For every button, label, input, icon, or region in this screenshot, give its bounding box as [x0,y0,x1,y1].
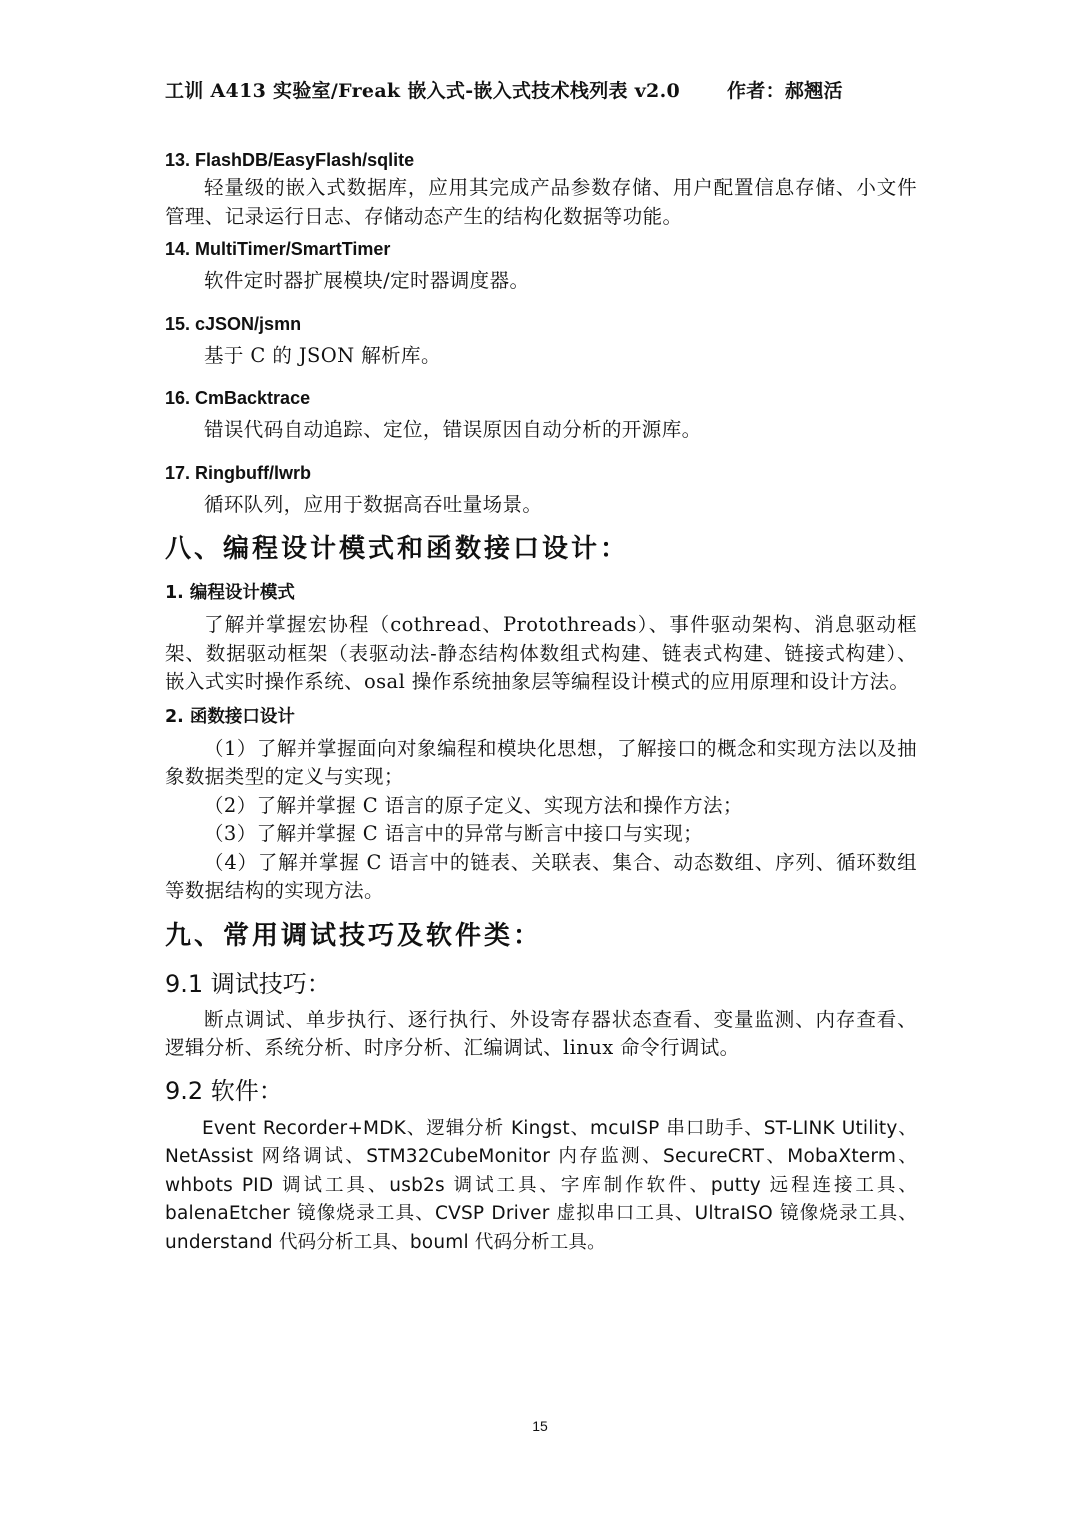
section-8-point-4: （4）了解并掌握 C 语言中的链表、关联表、集合、动态数组、序列、循环数组等数据结构的实现方法。 [165,850,917,902]
item-title-16: 16. CmBacktrace [165,388,311,408]
header-title: 工训 A413 实验室/Freak 嵌入式-嵌入式技术栈列表 v2.0 [165,80,681,102]
section-8-point-1: （1）了解并掌握面向对象编程和模块化思想，了解接口的概念和实现方法以及抽象数据类型的定义与实现； [165,736,917,788]
section-8-sub1-text: 了解并掌握宏协程（cothread、Protothreads）、事件驱动架构、消息驱动框架、数据驱动框架（表驱动法-静态结构体数组式构建、链表式构建、链接式构建）、嵌入式实时操作系统、osal 操作系统抽象层等编程设计模式的应用原理和设计方法。 [165,613,917,693]
item-title-17: 17. Ringbuff/lwrb [165,462,311,483]
section-9-sub1-text: 断点调试、单步执行、逐行执行、外设寄存器状态查看、变量监测、内存查看、逻辑分析、系统分析、时序分析、汇编调试、linux 命令行调试。 [165,1007,917,1059]
section-8-title: 八、编程设计模式和函数接口设计： [165,534,630,564]
item-text-14: 软件定时器扩展模块/定时器调度器。 [204,269,530,292]
section-8-sub1-title: 1. 编程设计模式 [165,583,295,603]
item-title-15: 15. cJSON/jsmn [165,313,302,334]
section-9-sub2-title: 9.2 软件： [165,1076,283,1105]
item-text-17: 循环队列，应用于数据高吞吐量场景。 [204,492,543,516]
section-9-sub1-title: 9.1 调试技巧： [165,969,331,998]
header-author: 作者：郝翘活 [727,80,843,102]
section-9-title: 九、常用调试技巧及软件类： [165,920,543,951]
section-9-sub2-text: Event Recorder+MDK、逻辑分析 Kingst、mcuISP 串口助手、ST-LINK Utility、NetAssist 网络调试、STM32CubeMonitor 内存监测、SecureCRT、MobaXterm、whbots PID 调试工具、usb2s 调试工具、字库制作软件、putty 远程连接工具、balenaEtcher 镜像烧录工具、CVSP Driver 虚拟串口工具、UltraISO 镜像烧录工具、understand 代码分析工具、bouml 代码分析工具。 [165,1117,917,1253]
section-8-sub2-title: 2. 函数接口设计 [165,706,295,727]
page-content [165,146,917,1257]
page-number: 15 [532,1418,548,1434]
item-text-15: 基于 C 的 JSON 解析库。 [204,343,441,367]
item-text-13: 轻量级的嵌入式数据库，应用其完成产品参数存储、用户配置信息存储、小文件管理、记录运行日志、存储动态产生的结构化数据等功能。 [165,176,917,228]
item-text-16: 错误代码自动追踪、定位，错误原因自动分析的开源库。 [204,418,702,441]
item-title-14: 14. MultiTimer/SmartTimer [165,239,391,259]
item-title-13: 13. FlashDB/EasyFlash/sqlite [165,150,415,170]
section-8-point-2: （2）了解并掌握 C 语言的原子定义、实现方法和操作方法； [204,793,743,817]
page-header [165,76,925,106]
section-8-point-3: （3）了解并掌握 C 语言中的异常与断言中接口与实现； [204,822,704,845]
